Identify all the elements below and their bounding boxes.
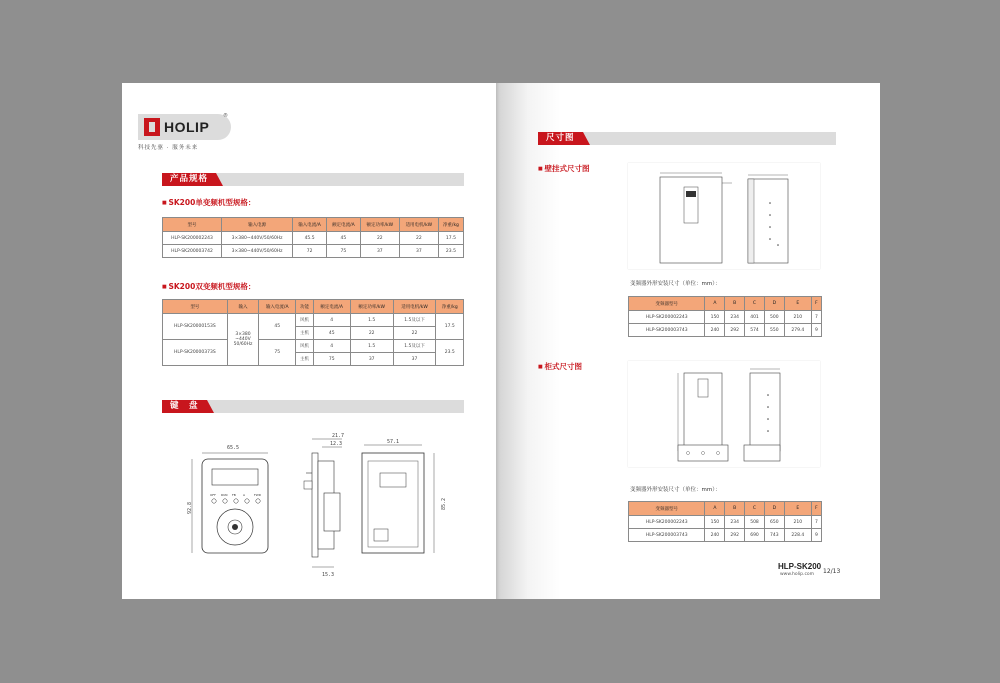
dual-weight-cell: 17.5 xyxy=(436,314,464,340)
dual-table-header-cell: 功能 xyxy=(296,300,313,314)
dual-table-cell: 45 xyxy=(313,327,350,340)
cabinet-table-cell: HLP-SK200003743 xyxy=(629,529,705,542)
dual-table-cell: 22 xyxy=(393,327,436,340)
wall-table-cell: 150 xyxy=(705,311,725,324)
single-table-cell: 3×380~440V/50/60Hz xyxy=(222,232,293,245)
table-row xyxy=(629,529,822,542)
wall-table-header-cell: B xyxy=(725,297,745,311)
cabinet-table-cell: 9 xyxy=(811,529,821,542)
spec-section-title: 产品规格 xyxy=(162,173,216,186)
wall-table-cell: 279.4 xyxy=(784,324,811,337)
keypad-button-icon xyxy=(234,499,238,503)
registered-mark: ® xyxy=(223,113,228,119)
dual-model-cell: HLP-SK20000153S xyxy=(163,314,228,340)
wall-table-cell: 401 xyxy=(745,311,765,324)
right-page xyxy=(500,83,880,599)
keypad-button-icon xyxy=(256,499,260,503)
wall-table-header-cell: C xyxy=(745,297,765,311)
cabinet-table-cell: 228.4 xyxy=(784,529,811,542)
wall-table-cell: 234 xyxy=(725,311,745,324)
single-spec-table xyxy=(162,217,464,258)
dual-spec-table xyxy=(162,299,464,366)
cabinet-subtitle: ■ 柜式尺寸图 xyxy=(538,361,582,372)
keypad-drawing xyxy=(182,431,482,591)
keypad-button-icon xyxy=(223,499,227,503)
single-table-cell: 22 xyxy=(360,232,399,245)
dual-table-subtitle: ■ SK200双变频机型规格： xyxy=(162,281,255,292)
table-row xyxy=(163,245,464,258)
footer-url: www.holip.com xyxy=(780,572,815,577)
cabinet-table-cell: 240 xyxy=(705,529,725,542)
dual-input-current-cell: 75 xyxy=(259,340,296,366)
single-table-cell: 22 xyxy=(399,232,438,245)
table-row xyxy=(629,324,822,337)
dim-depth1: 21.7 xyxy=(332,433,345,439)
dual-table-header-cell: 适用电机/kW xyxy=(393,300,436,314)
wall-table-cell: 240 xyxy=(705,324,725,337)
single-table-cell: 37 xyxy=(360,245,399,258)
dual-weight-cell: 23.5 xyxy=(436,340,464,366)
keypad-button-label: OFF xyxy=(210,493,216,497)
cabinet-table-header-cell: E xyxy=(784,502,811,516)
cabinet-table-header-cell: A xyxy=(705,502,725,516)
single-table-header-cell: 额定电流/A xyxy=(326,218,360,232)
keypad-front-view xyxy=(187,445,268,553)
dual-table-header-cell: 输入电流/A xyxy=(259,300,296,314)
cabinet-table-cell: 690 xyxy=(745,529,765,542)
single-table-header-cell: 额定功率/kW xyxy=(360,218,399,232)
wall-dimension-drawing xyxy=(628,163,820,269)
single-table-cell: HLP-SK200002243 xyxy=(163,232,222,245)
single-table-cell: 3×380~440V/50/60Hz xyxy=(222,245,293,258)
dual-model-cell: HLP-SK20000373S xyxy=(163,340,228,366)
keypad-button-label: FWD xyxy=(254,493,262,497)
dim-section-bar xyxy=(538,132,836,145)
table-row xyxy=(629,516,822,529)
dual-table-header-cell: 输入 xyxy=(227,300,258,314)
dual-table-cell: 1.5及以下 xyxy=(393,314,436,327)
single-table-cell: 23.5 xyxy=(438,245,463,258)
single-table-cell: 45 xyxy=(326,232,360,245)
left-page xyxy=(122,83,498,599)
footer-model: HLP-SK200 xyxy=(778,562,822,571)
page-number: 12/13 xyxy=(823,568,841,575)
dual-table-cell: 4 xyxy=(313,314,350,327)
cabinet-table-cell: 743 xyxy=(764,529,784,542)
cabinet-table-header-cell: F xyxy=(811,502,821,516)
keypad-back-view xyxy=(362,439,447,553)
dual-table-cell: 主机 xyxy=(296,353,313,366)
slogan: 科技先驱 · 服务未来 xyxy=(138,145,199,151)
keypad-section-bar xyxy=(162,400,464,413)
wall-table-cell: 292 xyxy=(725,324,745,337)
dual-table-cell: 1.5及以下 xyxy=(393,340,436,353)
wall-table-header-cell: D xyxy=(764,297,784,311)
holip-logo-mark-icon xyxy=(144,118,160,136)
wall-table-cell: 574 xyxy=(745,324,765,337)
keypad-section-title: 键 盘 xyxy=(162,400,207,413)
dual-table-header-cell: 型号 xyxy=(163,300,228,314)
wall-table-header-cell: E xyxy=(784,297,811,311)
cabinet-table-cell: HLP-SK200002243 xyxy=(629,516,705,529)
single-table-header-cell: 输入电源 xyxy=(222,218,293,232)
single-table-cell: 72 xyxy=(293,245,327,258)
single-table-header-cell: 适用电机/kW xyxy=(399,218,438,232)
wall-table-cell: HLP-SK200002243 xyxy=(629,311,705,324)
cabinet-dimension-table xyxy=(628,501,822,542)
single-table-cell: 17.5 xyxy=(438,232,463,245)
keypad-side-view xyxy=(304,433,344,578)
cabinet-dimension-drawing xyxy=(628,361,820,467)
cabinet-table-header-cell: D xyxy=(764,502,784,516)
cabinet-table-cell: 210 xyxy=(784,516,811,529)
dim-back-width: 57.1 xyxy=(387,439,400,445)
wall-table-cell: 500 xyxy=(764,311,784,324)
dual-table-cell: 1.5 xyxy=(350,340,393,353)
cabinet-table-cell: 508 xyxy=(745,516,765,529)
dual-input-cell: 3×380 ~440V 50/60Hz xyxy=(227,314,258,366)
table-row xyxy=(163,232,464,245)
cabinet-table-cell: 234 xyxy=(725,516,745,529)
holip-logo xyxy=(138,114,231,140)
logo-text: HOLIP xyxy=(164,119,210,135)
cabinet-table-cell: 292 xyxy=(725,529,745,542)
dual-table-cell: 75 xyxy=(313,353,350,366)
dim-width: 65.5 xyxy=(227,445,240,451)
single-table-cell: 45.5 xyxy=(293,232,327,245)
table-row xyxy=(629,311,822,324)
keypad-button-label: A xyxy=(243,493,246,497)
keypad-button-icon xyxy=(245,499,249,503)
dual-input-current-cell: 45 xyxy=(259,314,296,340)
single-table-cell: HLP-SK200003742 xyxy=(163,245,222,258)
dual-table-cell: 主机 xyxy=(296,327,313,340)
dual-table-cell: 37 xyxy=(350,353,393,366)
wall-table-cell: 7 xyxy=(811,311,821,324)
dim-bottom: 15.3 xyxy=(322,572,335,578)
cabinet-table-header-cell: C xyxy=(745,502,765,516)
dim-height: 92.8 xyxy=(187,501,193,514)
keypad-button-icon xyxy=(212,499,216,503)
dual-table-cell: 风机 xyxy=(296,340,313,353)
wall-dimension-table xyxy=(628,296,822,337)
dim-back-height: 85.2 xyxy=(441,497,447,510)
wall-table-cell: 550 xyxy=(764,324,784,337)
dual-table-cell: 4 xyxy=(313,340,350,353)
dual-table-header-cell: 额定功率/kW xyxy=(350,300,393,314)
cabinet-table-cell: 7 xyxy=(811,516,821,529)
single-table-header-cell: 输入电流/A xyxy=(293,218,327,232)
single-table-header-cell: 净重/kg xyxy=(438,218,463,232)
wall-table-cell: 210 xyxy=(784,311,811,324)
wall-caption: 变频器外形安装尺寸（单位：mm）： xyxy=(630,281,721,287)
dual-table-cell: 1.5 xyxy=(350,314,393,327)
single-table-cell: 37 xyxy=(399,245,438,258)
keypad-button-label: FB xyxy=(232,493,236,497)
wall-table-cell: 9 xyxy=(811,324,821,337)
cabinet-table-header-cell: 变频器型号 xyxy=(629,502,705,516)
cabinet-table-header-cell: B xyxy=(725,502,745,516)
table-row xyxy=(163,314,464,327)
wall-table-header-cell: 变频器型号 xyxy=(629,297,705,311)
spec-section-bar xyxy=(162,173,464,186)
wall-table-header-cell: A xyxy=(705,297,725,311)
dual-table-cell: 22 xyxy=(350,327,393,340)
cabinet-table-cell: 150 xyxy=(705,516,725,529)
dual-table-cell: 风机 xyxy=(296,314,313,327)
cabinet-table-cell: 650 xyxy=(764,516,784,529)
dim-section-title: 尺寸图 xyxy=(538,132,583,145)
cabinet-caption: 变频器外形安装尺寸（单位：mm）： xyxy=(630,487,721,493)
wall-table-cell: HLP-SK200003743 xyxy=(629,324,705,337)
keypad-button-label: RUN xyxy=(221,493,228,497)
dual-table-cell: 37 xyxy=(393,353,436,366)
single-table-header-cell: 型号 xyxy=(163,218,222,232)
dim-depth2: 12.3 xyxy=(330,441,343,447)
single-table-cell: 75 xyxy=(326,245,360,258)
table-row xyxy=(163,340,464,353)
wall-subtitle: ■ 壁挂式尺寸图 xyxy=(538,163,589,174)
dual-table-header-cell: 净重/kg xyxy=(436,300,464,314)
single-table-subtitle: ■ SK200单变频机型规格： xyxy=(162,197,255,208)
dual-table-header-cell: 额定电流/A xyxy=(313,300,350,314)
wall-table-header-cell: F xyxy=(811,297,821,311)
